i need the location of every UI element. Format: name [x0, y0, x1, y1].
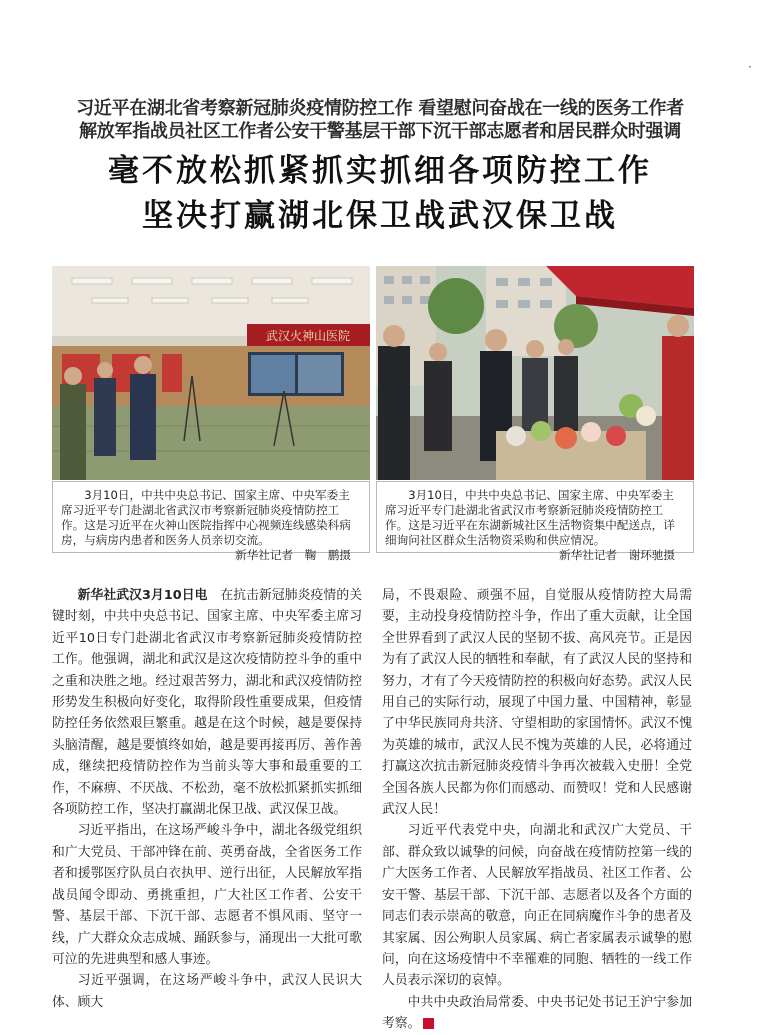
hospital-sign-text: 武汉火神山医院 [265, 329, 351, 343]
article-column-left [52, 585, 362, 1013]
photo-credit-right: 新华社记者 谢环驰摄 [559, 548, 675, 562]
main-headline-line-1: 毫不放松抓紧抓实抓细各项防控工作 [108, 153, 652, 189]
article-paragraph [382, 820, 692, 991]
photo-hospital-video-call [52, 266, 370, 480]
article-paragraph [382, 585, 692, 820]
photo-caption-right [376, 481, 694, 562]
article-paragraph [52, 970, 362, 1013]
photo-credit-left: 新华社记者 鞠 鹏摄 [235, 548, 351, 562]
article-paragraph [382, 992, 692, 1035]
paragraph-text: 习近平指出，在这场严峻斗争中，湖北各级党组织和广大党员、干部冲锋在前、英勇奋战，全省医务工作者和援鄂医疗队员白衣执甲、逆行出征，人民解放军指战员闻令即动、勇挑重担，广大社区工作者、公安干警、基层干部、下沉干部、志愿者不惧风雨、坚守一线，广大群众众志成城、踊跃参与，涌现出一大批可歌可泣的先进典型和感人事迹。 [52, 823, 362, 967]
dateline: 新华社武汉3月10日电 [77, 588, 208, 603]
main-headline-line-2: 坚决打赢湖北保卫战武汉保卫战 [142, 198, 618, 234]
caption-body-right: 3月10日，中共中央总书记、国家主席、中央军委主席习近平专门赴湖北省武汉市考察新冠肺炎疫情防控工作。这是习近平在东湖新城社区生活物资集中配送点，详细询问社区群众生活物资采购和供应情况。 [385, 488, 675, 547]
paragraph-text: 习近平强调，在这场严峻斗争中，武汉人民识大体、顾大 [52, 973, 362, 1010]
paragraph-text: 在抗击新冠肺炎疫情的关键时刻，中共中央总书记、国家主席、中央军委主席习近平10日专门赴湖北省武汉市考察新冠肺炎疫情防控工作。他强调，湖北和武汉是这次疫情防控斗争的重中之重和决胜之地。经过艰苦努力，湖北和武汉疫情防控形势发生积极向好变化，取得阶段性重要成果，但疫情防控任务依然艰巨繁重。越是在这个时候，越是要保持头脑清醒，越是要慎终如始，越是要再接再厉、善作善成，继续把疫情防控作为当前头等大事和最重要的工作，不麻痹、不厌战、不松劲，毫不放松抓紧抓实抓细各项防控工作，坚决打赢湖北保卫战、武汉保卫战。 [52, 588, 362, 818]
subheadline-line-1: 习近平在湖北省考察新冠肺炎疫情防控工作 看望慰问奋战在一线的医务工作者 [76, 98, 684, 119]
paragraph-text: 中共中央政治局常委、中央书记处书记王沪宁参加考察。 [382, 994, 692, 1032]
photo-community-supply-station [376, 266, 694, 480]
subheadline-line-2: 解放军指战员社区工作者公安干警基层干部下沉干部志愿者和居民群众时强调 [79, 121, 681, 142]
article-paragraph [52, 585, 362, 820]
photo-caption-left [52, 481, 370, 562]
caption-body-left: 3月10日，中共中央总书记、国家主席、中央军委主席习近平专门赴湖北省武汉市考察新冠肺炎疫情防控工作。这是习近平在火神山医院指挥中心视频连线感染科病房，与病房内患者和医务人员亲切交流。 [61, 488, 351, 547]
article-paragraph [52, 820, 362, 970]
paragraph-text: 局，不畏艰险、顽强不屈，自觉服从疫情防控大局需要，主动投身疫情防控斗争，作出了重大贡献，让全国全世界看到了武汉人民的坚韧不拔、高风亮节。正是因为有了武汉人民的牺牲和奉献，有了武汉人民的坚持和努力，才有了今天疫情防控的积极向好态势。武汉人民用自己的实际行动，展现了中国力量、中国精神，彰显了中华民族同舟共济、守望相助的家国情怀。武汉不愧为英雄的城市，武汉人民不愧为英雄的人民，必将通过打赢这次抗击新冠肺炎疫情斗争再次被载入史册！全党全国各族人民都为你们而感动、而赞叹！党和人民感谢武汉人民！ [382, 588, 692, 818]
article-end-mark: G [423, 1018, 434, 1029]
corner-mark: · [748, 60, 752, 74]
paragraph-text: 习近平代表党中央，向湖北和武汉广大党员、干部、群众致以诚挚的问候，向奋战在疫情防控第一线的广大医务工作者、人民解放军指战员、社区工作者、公安干警、基层干部、下沉干部、志愿者以及各个方面的同志们表示崇高的敬意，向正在同病魔作斗争的患者及其家属、因公殉职人员家属、病亡者家属表示诚挚的慰问，向在这场疫情中不幸罹难的同胞、牺牲的一线工作人员表示深切的哀悼。 [382, 823, 692, 989]
caption-text-left [61, 488, 361, 562]
article-column-right [382, 585, 692, 1035]
caption-text-right [385, 488, 685, 562]
